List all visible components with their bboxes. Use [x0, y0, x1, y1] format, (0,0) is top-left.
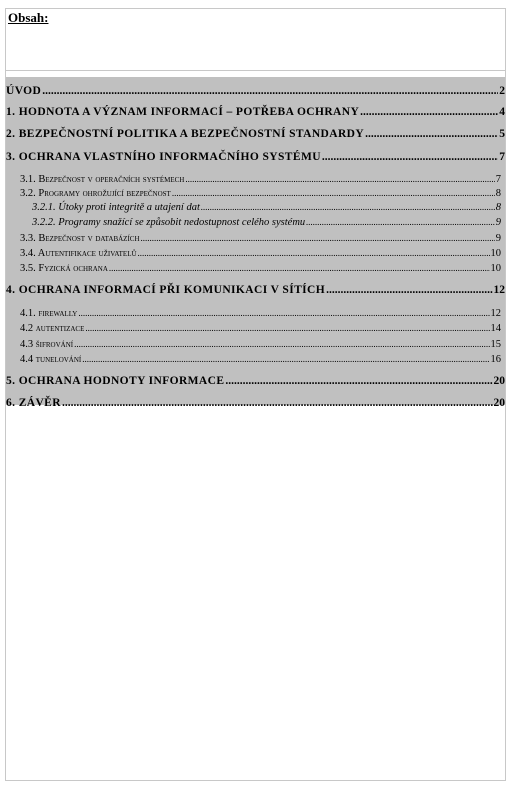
toc-entry[interactable] [6, 174, 505, 185]
toc-entry[interactable] [6, 188, 505, 199]
toc-entry[interactable] [6, 375, 505, 387]
toc-entry-label: 4. OCHRANA INFORMACÍ PŘI KOMUNIKACI V SÍTÍCH [6, 284, 326, 296]
toc-entry-page: 20 [493, 397, 505, 409]
toc-entry-page: 12 [490, 308, 501, 319]
toc-leader-dots [172, 188, 495, 198]
toc-entry[interactable] [6, 308, 505, 319]
toc-leader-dots [109, 263, 490, 273]
toc-entry-page: 12 [493, 284, 505, 296]
table-of-contents [6, 77, 505, 409]
toc-entry-label: 3.2.2. Programy snažící se způsobit nedostupnost celého systému [32, 217, 306, 228]
toc-heading: Obsah: [8, 10, 49, 25]
toc-entry-label: 3.3. Bezpečnost v databázích [20, 233, 140, 244]
toc-entry-page: 9 [495, 217, 501, 228]
toc-entry-label: 2. BEZPEČNOSTNÍ POLITIKA A BEZPEČNOSTNÍ STANDARDY [6, 128, 365, 140]
toc-entry-label: 3.5. Fyzická ochrana [20, 263, 108, 274]
document-page [5, 8, 506, 781]
toc-entry-page: 10 [490, 263, 501, 274]
toc-entry[interactable] [6, 339, 505, 350]
toc-entry-page: 7 [499, 151, 505, 163]
toc-leader-dots [185, 174, 494, 184]
toc-entry-page: 9 [495, 233, 501, 244]
toc-entry-label: 3.4. Autentifikace uživatelů [20, 248, 137, 259]
toc-entry-label: 5. OCHRANA HODNOTY INFORMACE [6, 375, 225, 387]
toc-leader-dots [141, 233, 495, 243]
toc-leader-dots [322, 151, 498, 163]
toc-entry-page: 8 [495, 202, 501, 213]
toc-leader-dots [138, 248, 490, 258]
toc-entry-label: 6. ZÁVĚR [6, 397, 61, 409]
toc-entry-page: 5 [499, 128, 505, 140]
toc-leader-dots [365, 128, 498, 140]
toc-entry-page: 2 [499, 85, 505, 97]
toc-entry[interactable] [6, 106, 505, 118]
toc-entry-page: 8 [495, 188, 501, 199]
toc-leader-dots [42, 85, 498, 97]
toc-entry-page: 7 [495, 174, 501, 185]
toc-entry[interactable] [6, 85, 505, 97]
toc-leader-dots [74, 339, 489, 349]
toc-leader-dots [78, 308, 489, 318]
toc-entry[interactable] [6, 284, 505, 296]
header-box [6, 9, 505, 71]
toc-entry[interactable] [6, 128, 505, 140]
toc-entry-label: 4.3 šifrování [20, 339, 74, 350]
toc-entry-page: 10 [490, 248, 501, 259]
toc-entry-page: 20 [493, 375, 505, 387]
toc-leader-dots [82, 354, 489, 364]
toc-entry[interactable] [6, 233, 505, 244]
toc-leader-dots [62, 397, 493, 409]
toc-entry-label: 3.1. Bezpečnost v operačních systémech [20, 174, 185, 185]
toc-leader-dots [326, 284, 492, 296]
toc-entry-page: 16 [490, 354, 501, 365]
toc-leader-dots [201, 202, 495, 212]
toc-leader-dots [225, 375, 492, 387]
toc-entry-label: 3. OCHRANA VLASTNÍHO INFORMAČNÍHO SYSTÉMU [6, 151, 321, 163]
toc-entry[interactable] [6, 263, 505, 274]
toc-entry-label: ÚVOD [6, 85, 42, 97]
toc-entry[interactable] [6, 248, 505, 259]
toc-entry-page: 14 [490, 323, 501, 334]
toc-leader-dots [360, 106, 498, 118]
toc-entry-page: 4 [499, 106, 505, 118]
toc-leader-dots [306, 217, 495, 227]
toc-entry[interactable] [6, 217, 505, 228]
toc-entry-label: 1. HODNOTA A VÝZNAM INFORMACÍ – POTŘEBA OCHRANY [6, 106, 360, 118]
toc-entry-label: 4.4 tunelování [20, 354, 82, 365]
toc-entry-label: 4.1. firewally [20, 308, 78, 319]
toc-entry-label: 3.2.1. Útoky proti integritě a utajení dat [32, 202, 200, 213]
toc-entry[interactable] [6, 354, 505, 365]
toc-entry-page: 15 [490, 339, 501, 350]
toc-entry-label: 3.2. Programy ohrožující bezpečnost [20, 188, 171, 199]
toc-entry[interactable] [6, 151, 505, 163]
toc-entry-label: 4.2 autentizace [20, 323, 85, 334]
toc-entry[interactable] [6, 202, 505, 213]
toc-entry[interactable] [6, 397, 505, 409]
toc-entry[interactable] [6, 323, 505, 334]
toc-leader-dots [85, 323, 489, 333]
